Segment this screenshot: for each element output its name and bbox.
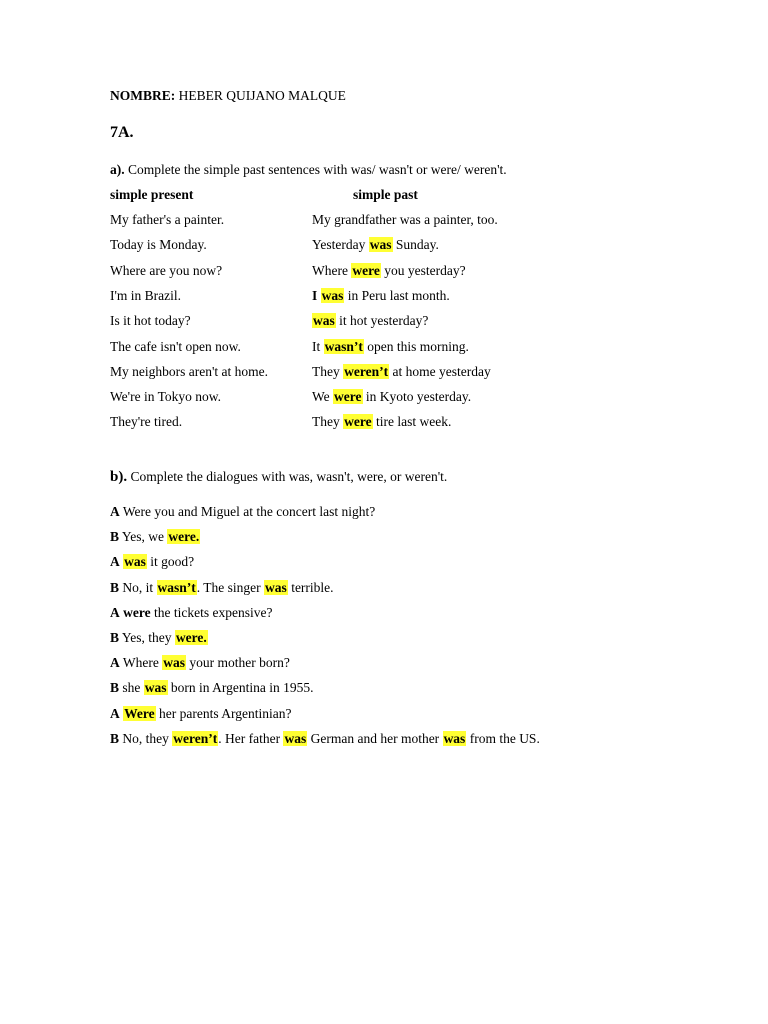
col-header-past: simple past [353, 187, 418, 202]
col-header-present: simple present [110, 187, 194, 202]
answer-highlight: was [163, 655, 185, 671]
section-b-label: b). [110, 469, 128, 485]
dialogue-text: it good? [146, 554, 195, 570]
dialogue-text: the tickets expensive? [150, 604, 273, 620]
present-sentence: They're tired. [110, 414, 183, 430]
speaker-label: A [110, 655, 120, 671]
section-a-instruction [110, 161, 507, 179]
speaker-label: A [110, 604, 120, 620]
sentence-text: Where [312, 262, 352, 278]
dialogue-line [110, 654, 290, 672]
past-sentence [312, 363, 491, 381]
answer-highlight: was [369, 237, 392, 253]
student-name: HEBER QUIJANO MALQUE [175, 88, 346, 103]
sentence-text: tire last week. [372, 414, 452, 430]
dialogue-line [110, 679, 314, 697]
answer-highlight: wasn’t [324, 338, 363, 354]
sentence-text: Yesterday [312, 237, 369, 253]
past-sentence [312, 211, 498, 229]
dialogue-text: your mother born? [186, 655, 290, 671]
speaker-label: B [110, 680, 120, 696]
present-sentence: I'm in Brazil. [110, 287, 182, 303]
dialogue-text: from the US. [466, 730, 540, 746]
present-sentence: Today is Monday. [110, 237, 207, 253]
dialogue-line [110, 503, 375, 521]
sentence-text: in Kyoto yesterday. [362, 389, 472, 405]
section-b-text: Complete the dialogues with was, wasn't, were, or weren't. [127, 469, 448, 484]
dialogue-text: . The singer [196, 579, 265, 595]
answer-highlight: wasn’t [157, 579, 196, 595]
sentence-text: They [312, 363, 344, 379]
name-line [110, 87, 346, 105]
answer-highlight: were. [175, 630, 207, 645]
sentence-text: Sunday. [392, 237, 439, 253]
answer-highlight: were [344, 414, 372, 430]
sentence-text: I [312, 287, 321, 303]
dialogue-line [110, 579, 334, 597]
present-sentence: My neighbors aren't at home. [110, 363, 269, 379]
speaker-label: B [110, 730, 120, 746]
past-sentence [312, 287, 450, 305]
dialogue-text: Yes, they [119, 630, 175, 645]
speaker-label: A [110, 705, 120, 721]
section-a-label: a). [110, 162, 125, 177]
sentence-text: you yesterday? [380, 262, 466, 278]
past-sentence [312, 388, 471, 406]
past-sentence [312, 338, 469, 356]
past-sentence [312, 312, 428, 330]
dialogue-text: her parents Argentinian? [155, 705, 292, 721]
answer-bold: were [123, 604, 151, 620]
present-sentence: My father's a painter. [110, 212, 225, 227]
speaker-label: A [110, 504, 120, 519]
section-b-instruction [110, 468, 447, 486]
dialogue-text: No, it [119, 579, 157, 595]
sentence-text: at home yesterday [389, 363, 491, 379]
dialogue-text: terrible. [287, 579, 334, 595]
dialogue-text: German and her mother [307, 730, 443, 746]
answer-highlight: was [265, 579, 287, 595]
answer-highlight: were. [168, 529, 200, 545]
dialogue-text: No, they [119, 730, 173, 746]
answer-highlight: was [144, 680, 167, 696]
sentence-text: My grandfather was a painter, too. [312, 212, 498, 227]
dialogue-line [110, 604, 272, 622]
answer-highlight: weren’t [344, 363, 389, 379]
answer-highlight: Were [124, 705, 155, 721]
answer-highlight: were [334, 389, 362, 405]
speaker-label: B [110, 579, 120, 595]
past-sentence [312, 236, 439, 254]
present-sentence: We're in Tokyo now. [110, 389, 222, 405]
sentence-text: We [312, 389, 334, 405]
dialogue-line [110, 730, 540, 748]
dialogue-line [110, 528, 200, 546]
dialogue-line [110, 629, 208, 647]
past-sentence [312, 262, 466, 280]
answer-highlight: were [352, 262, 380, 278]
answer-highlight: was [321, 287, 344, 303]
answer-highlight: weren’t [173, 730, 218, 746]
dialogue-text: born in Argentina in 1955. [167, 680, 314, 696]
speaker-label: A [110, 554, 120, 570]
answer-highlight: was [124, 554, 146, 570]
sentence-text: it hot yesterday? [335, 313, 429, 329]
speaker-label: B [110, 630, 120, 645]
dialogue-text: . Her father [218, 730, 284, 746]
sentence-text: open this morning. [363, 338, 469, 354]
sentence-text: It [312, 338, 324, 354]
dialogue-text: Where [119, 655, 163, 671]
exercise-title: 7A. [110, 124, 134, 141]
answer-highlight: was [443, 730, 466, 746]
past-sentence [312, 413, 451, 431]
answer-highlight: was [284, 730, 307, 746]
section-a-text: Complete the simple past sentences with was/ wasn't or were/ weren't. [124, 162, 507, 177]
dialogue-line [110, 705, 291, 723]
present-sentence: Where are you now? [110, 262, 223, 278]
dialogue-text: Were you and Miguel at the concert last night? [119, 504, 376, 519]
dialogue-text: Yes, we [119, 529, 168, 545]
dialogue-text: she [119, 680, 144, 696]
speaker-label: B [110, 529, 120, 545]
sentence-text: They [312, 414, 344, 430]
name-label: NOMBRE: [110, 88, 176, 103]
present-sentence: The cafe isn't open now. [110, 338, 241, 354]
answer-highlight: was [313, 313, 335, 329]
present-sentence: Is it hot today? [110, 313, 191, 329]
dialogue-line [110, 553, 194, 571]
sentence-text: in Peru last month. [344, 287, 450, 303]
